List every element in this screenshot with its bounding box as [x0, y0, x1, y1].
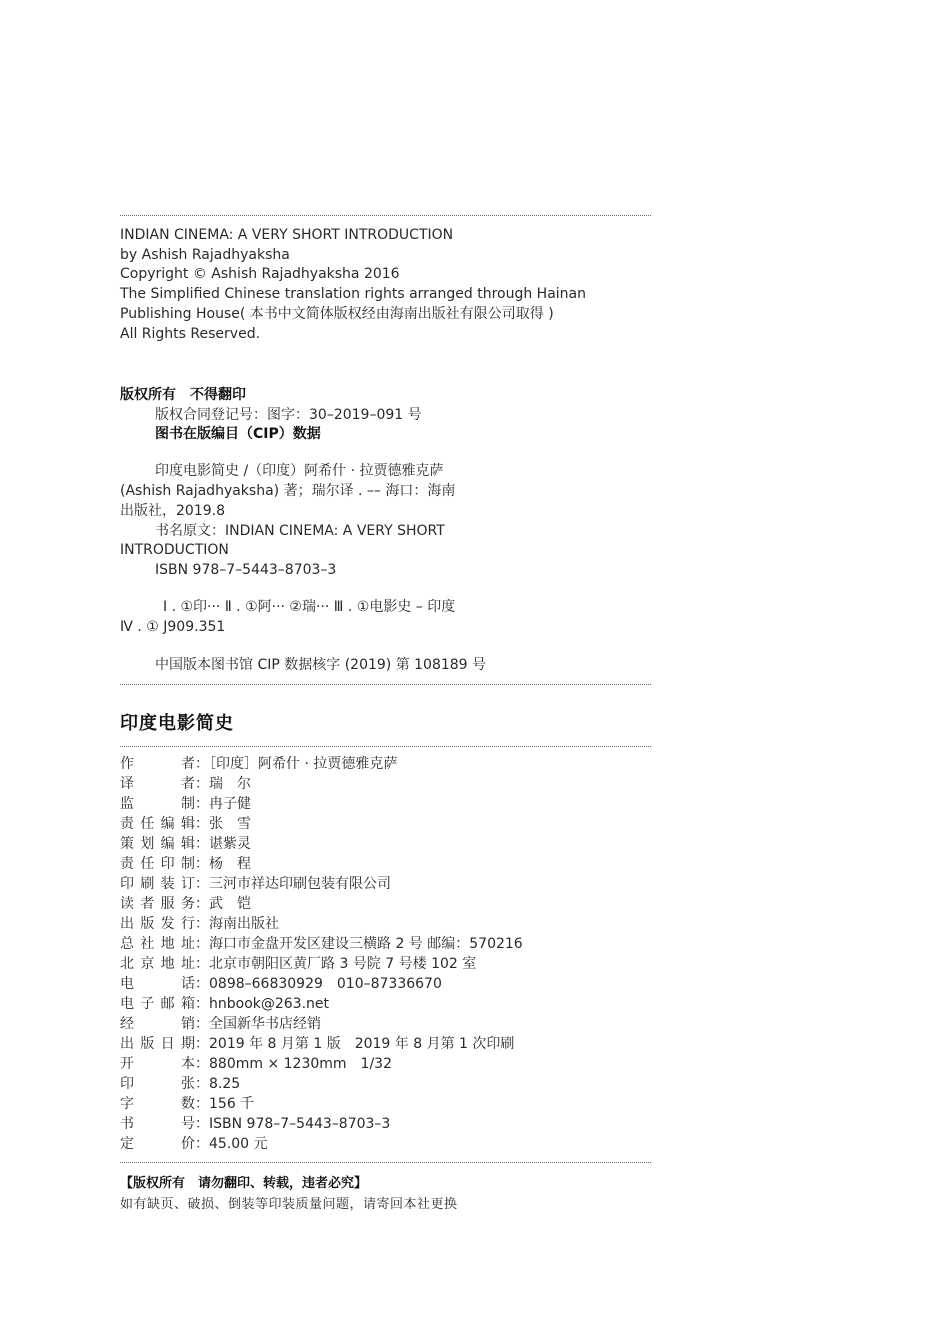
detail-colon: ： — [195, 936, 209, 952]
detail-value: 杨 程 — [209, 856, 251, 872]
detail-row — [120, 916, 279, 932]
detail-label: 经销 — [120, 1016, 195, 1032]
detail-colon: ： — [195, 956, 209, 972]
english-translation-line: The Simplified Chinese translation rights arranged through Hainan — [120, 286, 586, 302]
detail-value: ISBN 978–7–5443–8703–3 — [209, 1116, 391, 1132]
detail-label: 作者 — [120, 756, 195, 772]
detail-label: 书号 — [120, 1116, 195, 1132]
detail-colon: ： — [195, 756, 209, 772]
detail-label: 责任印制 — [120, 856, 195, 872]
cip-line: 出版社，2019.8 — [120, 503, 225, 519]
detail-colon: ： — [195, 876, 209, 892]
detail-label: 策划编辑 — [120, 836, 195, 852]
detail-value: 海南出版社 — [209, 916, 279, 932]
detail-value: 三河市祥达印刷包装有限公司 — [209, 876, 391, 892]
title-divider — [120, 746, 651, 747]
details-bottom-divider — [120, 1162, 651, 1163]
english-author-line: by Ashish Rajadhyaksha — [120, 247, 290, 263]
cip-isbn-line: ISBN 978–7–5443–8703–3 — [155, 562, 337, 578]
cip-line: 书名原文：INDIAN CINEMA: A VERY SHORT — [155, 523, 445, 539]
detail-row — [120, 936, 523, 952]
detail-label: 定价 — [120, 1136, 195, 1152]
english-title-line: INDIAN CINEMA: A VERY SHORT INTRODUCTION — [120, 227, 454, 243]
detail-colon: ： — [195, 1116, 209, 1132]
english-reserved-line: All Rights Reserved. — [120, 326, 261, 342]
detail-value: 156 千 — [209, 1096, 255, 1112]
detail-row — [120, 896, 251, 912]
detail-label: 译者 — [120, 776, 195, 792]
detail-row — [120, 876, 391, 892]
detail-label: 电子邮箱 — [120, 996, 195, 1012]
detail-label: 北京地址 — [120, 956, 195, 972]
detail-row — [120, 1076, 240, 1092]
detail-colon: ： — [195, 976, 209, 992]
detail-value: 谌紫灵 — [209, 836, 251, 852]
detail-label: 字数 — [120, 1096, 195, 1112]
detail-colon: ： — [195, 1036, 209, 1052]
detail-value: ［印度］阿希什 · 拉贾德雅克萨 — [209, 756, 398, 772]
detail-value: 0898–66830929 010–87336670 — [209, 976, 442, 992]
detail-value: 北京市朝阳区黄厂路 3 号院 7 号楼 102 室 — [209, 956, 477, 972]
detail-colon: ： — [195, 816, 209, 832]
detail-value: 张 雪 — [209, 816, 251, 832]
cip-line: (Ashish Rajadhyaksha) 著；瑞尔译 . –– 海口：海南 — [120, 483, 456, 499]
detail-row — [120, 1016, 321, 1032]
detail-value: 武 铠 — [209, 896, 251, 912]
detail-value: 2019 年 8 月第 1 版 2019 年 8 月第 1 次印刷 — [209, 1036, 515, 1052]
cip-bottom-divider — [120, 684, 651, 685]
detail-row — [120, 1036, 514, 1052]
detail-colon: ： — [195, 856, 209, 872]
detail-colon: ： — [195, 1136, 209, 1152]
detail-colon: ： — [195, 796, 209, 812]
cip-classification-line: Ⅰ . ①印··· Ⅱ . ①阿··· ②瑞··· Ⅲ . ①电影史 – 印度 — [163, 599, 456, 615]
rights-notice: 【版权所有 请勿翻印、转载，违者必究】 — [120, 1176, 368, 1191]
detail-colon: ： — [195, 1016, 209, 1032]
detail-colon: ： — [195, 996, 209, 1012]
detail-label: 开本 — [120, 1056, 195, 1072]
detail-row — [120, 756, 397, 772]
detail-row — [120, 1056, 392, 1072]
detail-value: 全国新华书店经销 — [209, 1016, 321, 1032]
detail-value: 冉子健 — [209, 796, 251, 812]
detail-value: 880mm × 1230mm 1/32 — [209, 1056, 392, 1072]
detail-row — [120, 1096, 254, 1112]
english-copyright-line: Copyright © Ashish Rajadhyaksha 2016 — [120, 266, 400, 282]
detail-label: 出版日期 — [120, 1036, 195, 1052]
detail-label: 监制 — [120, 796, 195, 812]
detail-row — [120, 996, 329, 1012]
detail-label: 印张 — [120, 1076, 195, 1092]
detail-value: 45.00 元 — [209, 1136, 268, 1152]
top-divider — [120, 215, 651, 216]
detail-row — [120, 776, 251, 792]
cip-heading: 图书在版编目（CIP）数据 — [155, 426, 321, 442]
english-publisher-line: Publishing House( 本书中文简体版权经由海南出版社有限公司取得 ) — [120, 306, 554, 322]
defects-notice: 如有缺页、破损、倒装等印装质量问题，请寄回本社更换 — [120, 1197, 458, 1212]
detail-row — [120, 796, 251, 812]
detail-value: 瑞 尔 — [209, 776, 251, 792]
detail-colon: ： — [195, 776, 209, 792]
detail-label: 责任编辑 — [120, 816, 195, 832]
book-title: 印度电影简史 — [120, 713, 234, 734]
detail-value: hnbook@263.net — [209, 996, 330, 1012]
detail-value: 8.25 — [209, 1076, 241, 1092]
detail-colon: ： — [195, 1076, 209, 1092]
detail-colon: ： — [195, 916, 209, 932]
detail-row — [120, 1116, 390, 1132]
detail-label: 读者服务 — [120, 896, 195, 912]
cip-line: 印度电影简史 /（印度）阿希什 · 拉贾德雅克萨 — [155, 463, 444, 479]
detail-colon: ： — [195, 836, 209, 852]
detail-label: 印刷装订 — [120, 876, 195, 892]
detail-row — [120, 856, 251, 872]
detail-value: 海口市金盘开发区建设三横路 2 号 邮编：570216 — [209, 936, 523, 952]
detail-row — [120, 956, 476, 972]
detail-label: 总社地址 — [120, 936, 195, 952]
cip-verification-line: 中国版本图书馆 CIP 数据核字 (2019) 第 108189 号 — [155, 657, 487, 673]
copyright-heading: 版权所有 不得翻印 — [120, 387, 246, 403]
detail-row — [120, 836, 251, 852]
detail-row — [120, 1136, 268, 1152]
detail-colon: ： — [195, 896, 209, 912]
cip-classification-line: Ⅳ . ① J909.351 — [120, 619, 226, 635]
detail-colon: ： — [195, 1096, 209, 1112]
detail-colon: ： — [195, 1056, 209, 1072]
cip-line: INTRODUCTION — [120, 542, 229, 558]
detail-label: 电话 — [120, 976, 195, 992]
detail-row — [120, 816, 251, 832]
detail-label: 出版发行 — [120, 916, 195, 932]
registration-number: 版权合同登记号：图字：30–2019–091 号 — [155, 407, 422, 423]
detail-row — [120, 976, 442, 992]
